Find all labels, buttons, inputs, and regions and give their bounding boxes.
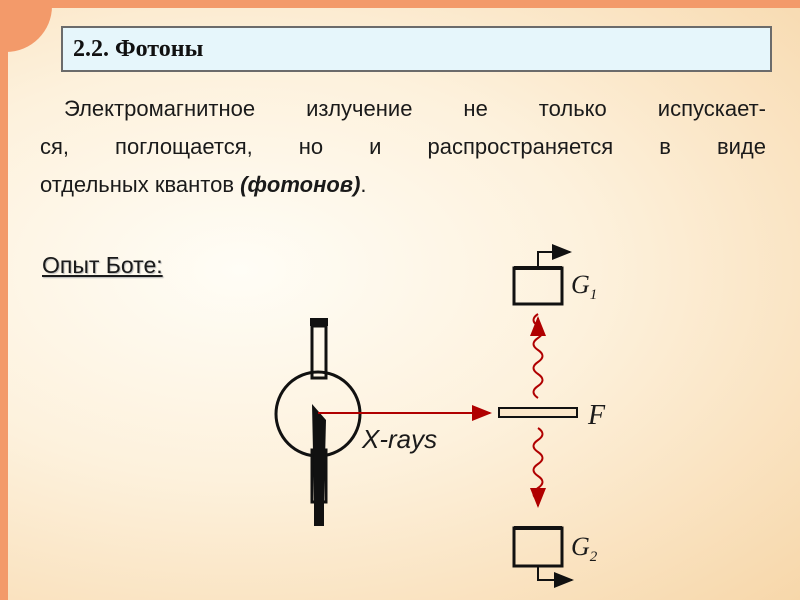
- body-line-3-prefix: отдельных квантов: [40, 172, 241, 197]
- page-title: 2.2. Фотоны: [73, 36, 204, 62]
- xrays-label: X-rays: [362, 424, 438, 454]
- body-line-1: Электромагнитное излучение не только испускает-: [64, 96, 766, 121]
- counter-g2-label: $G_2$: [571, 532, 598, 565]
- counter-g2-body: [514, 528, 562, 566]
- upper-photon-wave: [534, 314, 543, 398]
- foil-label: F: [588, 400, 606, 431]
- lower-photon-wave: [534, 428, 543, 500]
- foil-target: [499, 408, 577, 417]
- counter-g1: [514, 252, 597, 304]
- counter-g2: [514, 528, 598, 580]
- body-line-2: ся, поглощается, но и распространяется в виде: [40, 134, 766, 159]
- counter-g1-label: $G_1$: [571, 270, 598, 303]
- body-emphasis-photons: (фотонов): [240, 172, 361, 197]
- body-line-3-suffix: .: [360, 172, 367, 197]
- tube-anode: [312, 404, 326, 500]
- counter-g1-body: [514, 268, 562, 304]
- experiment-label: Опыт Боте:: [42, 252, 163, 278]
- counter-g1-output-arrow: [538, 252, 570, 268]
- tube-top-neck: [312, 326, 326, 378]
- counter-g2-output-arrow: [538, 566, 572, 580]
- xray-tube: [276, 318, 360, 526]
- tube-bottom-cap: [314, 500, 324, 526]
